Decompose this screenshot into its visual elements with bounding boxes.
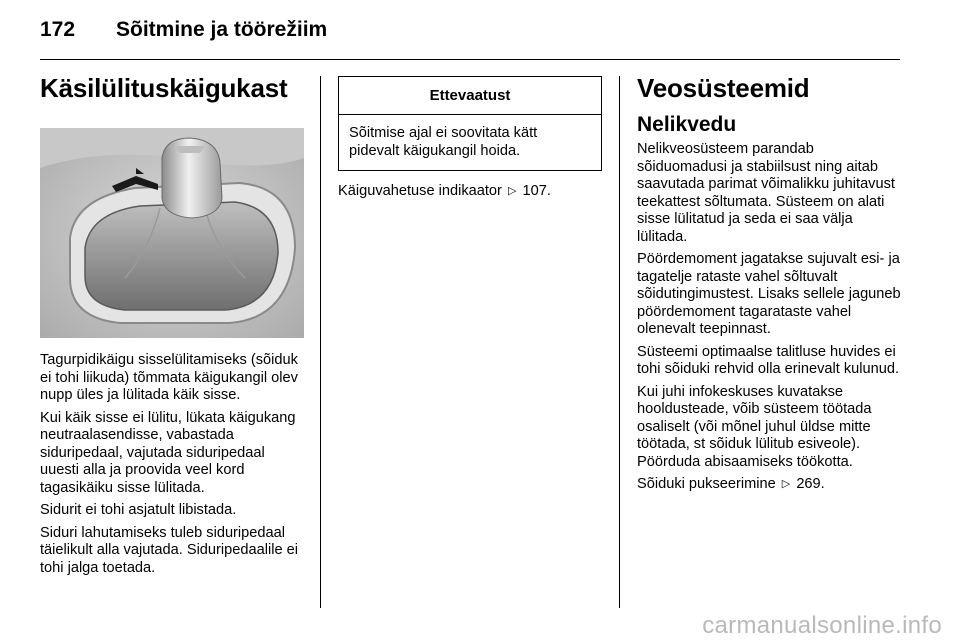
towing-reference — [637, 476, 901, 494]
chapter-title: Sõitmine ja töörežiim — [116, 18, 328, 41]
caution-title: Ettevaatust — [339, 77, 601, 115]
caution-text: Sõitmise ajal ei soovitata kätt pidevalt käigukangil hoida. — [349, 125, 538, 159]
caution-box — [338, 76, 602, 171]
column-divider-2 — [619, 76, 620, 608]
column-caution — [338, 72, 602, 201]
paragraph-awd-intro: Nelikveosüsteem parandab sõiduomadusi ja stabiilsust ning aitab saavutada parimat võimalikku juhitavust teekattest sõltumata. Süsteem on alati sisse lülitatud ja seda ei saa välja lülitada. — [637, 141, 895, 245]
paragraph-clutch-slip: Sidurit ei tohi asjatult libistada. — [40, 502, 237, 518]
header-divider — [40, 59, 900, 60]
reference-arrow-icon: ▷ — [781, 478, 791, 490]
towing-page-link[interactable]: 269. — [796, 476, 825, 492]
towing-text: Sõiduki pukseerimine — [637, 476, 776, 492]
gear-lever-illustration — [40, 128, 304, 338]
paragraph-reverse-gear: Tagurpidikäigu sisselülitamiseks (sõiduk ei tohi liikuda) tõmmata käigukangil olev nupp üles ja lülitada käik sisse. — [40, 352, 298, 403]
column-drive-systems — [637, 72, 901, 494]
gear-shift-indicator-reference — [338, 183, 602, 201]
section-title-manual-gearbox: Käsilülituskäigukast — [40, 73, 288, 103]
indicator-text: Käiguvahetuse indikaator — [338, 183, 502, 199]
paragraph-service-message: Kui juhi infokeskuses kuvatakse hooldusteade, võib süsteem töötada osaliselt (või mõnel juhul üldse mitte töötada, st sõiduk lülitub esiveole). Pöörduda abisaamiseks töökotta. — [637, 383, 872, 470]
watermark: carmanualsonline.info — [702, 612, 942, 639]
column-manual-gearbox — [40, 72, 304, 577]
section-title-drive-systems: Veosüsteemid — [637, 73, 810, 103]
reference-arrow-icon: ▷ — [507, 185, 517, 197]
column-divider-1 — [320, 76, 321, 608]
subsection-title-awd: Nelikvedu — [637, 113, 737, 136]
paragraph-torque-distribution: Pöördemoment jagatakse sujuvalt esi- ja tagatelje rataste vahel sõltuvalt sõidutingimustest. Lisaks sellele jaguneb pöördemoment tagarataste vahel olenevalt teepinnast. — [637, 251, 901, 337]
paragraph-tyre-wear: Süsteemi optimaalse talitluse huvides ei tohi sõiduki rehvid olla erinevalt kulunud. — [637, 343, 900, 377]
paragraph-clutch-pedal: Siduri lahutamiseks tuleb siduripedaal täielikult alla vajutada. Siduripedaalile ei tohi jalga toetada. — [40, 524, 298, 576]
indicator-page-link[interactable]: 107. — [522, 183, 551, 199]
paragraph-neutral-retry: Kui käik sisse ei lülitu, lükata käigukang neutraalasendisse, vabastada siduripedaal, vajutada siduripedaal uuesti alla ja proovida veel kord tagasikäiku sisse lülitada. — [40, 409, 296, 496]
page-number: 172 — [40, 18, 76, 41]
page-header — [40, 18, 900, 58]
